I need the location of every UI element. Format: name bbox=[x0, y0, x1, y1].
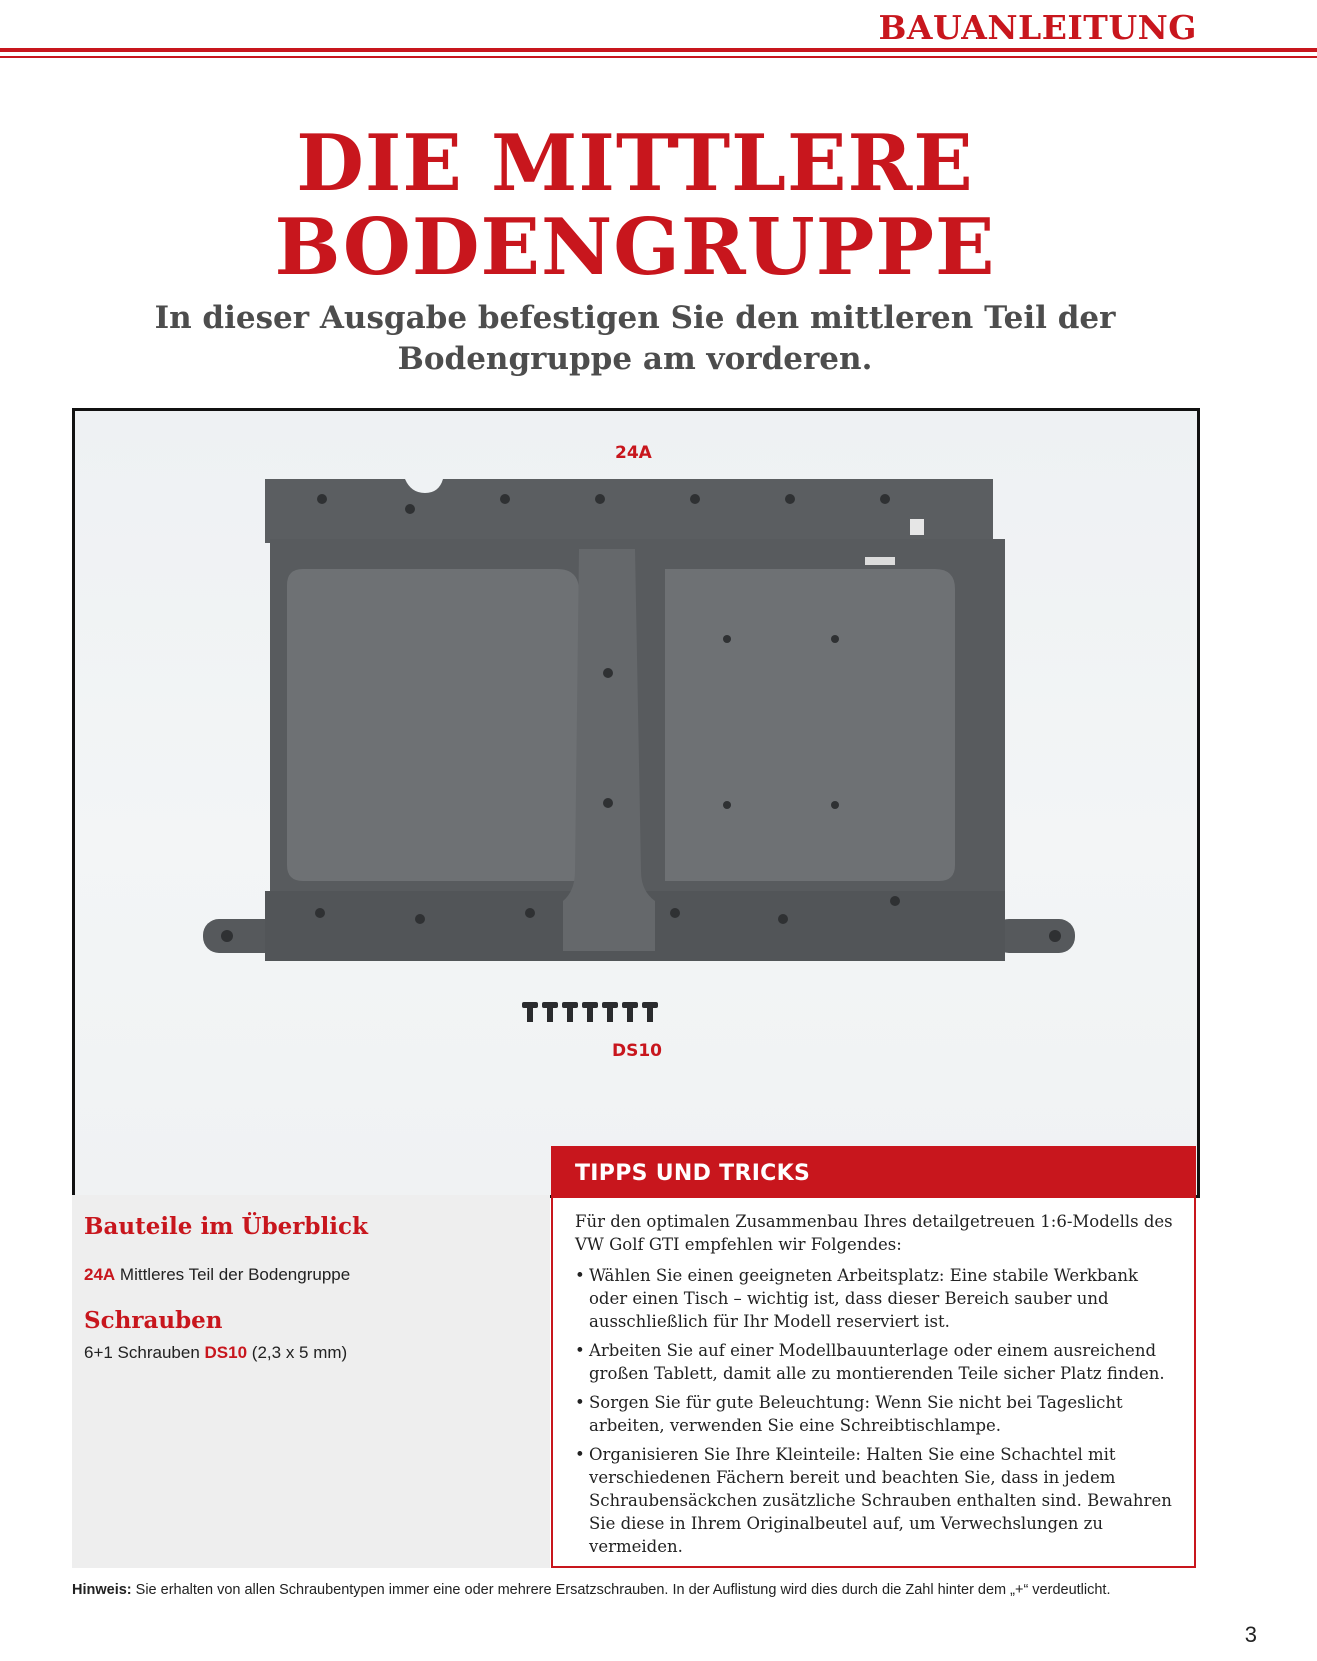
tips-intro: Für den optimalen Zusammenbau Ihres detailgetreuen 1:6-Modells des VW Golf GTI empfehlen wir Folgendes: bbox=[575, 1212, 1173, 1254]
tips-item: • Arbeiten Sie auf einer Modellbauunterlage oder einem ausreichend großen Tablett, damit alle zu montierenden Teile sicher Platz finden. bbox=[575, 1339, 1178, 1385]
screws-line bbox=[84, 1343, 347, 1363]
footer-note-label: Hinweis: bbox=[72, 1582, 132, 1598]
tips-item: • Organisieren Sie Ihre Kleinteile: Halten Sie eine Schachtel mit verschiedenen Fächern bereit und beachten Sie, dass in jedem Schraubensäckchen zusätzliche Schrauben enthalten sind. Bewahren Sie diese in Ihrem Originalbeutel auf, um Verwechslungen zu vermeiden. bbox=[575, 1443, 1178, 1558]
page-title bbox=[0, 118, 1270, 293]
part-label-24a: 24A bbox=[615, 443, 652, 463]
header-rule-thin bbox=[0, 56, 1317, 58]
floor-panel-illustration bbox=[75, 411, 1197, 1195]
screws-prefix: 6+1 Schrauben bbox=[84, 1343, 200, 1362]
page-title-line-1: DIE MITTLERE bbox=[296, 118, 974, 209]
overview-part-line bbox=[84, 1265, 350, 1285]
screws-code: DS10 bbox=[204, 1343, 248, 1362]
subtitle-line-1: In dieser Ausgabe befestigen Sie den mittleren Teil der bbox=[154, 300, 1116, 336]
tips-header: TIPPS UND TRICKS bbox=[553, 1148, 1194, 1198]
footer-note bbox=[72, 1582, 1212, 1598]
screws-illustration bbox=[522, 1002, 658, 1022]
tips-box bbox=[551, 1146, 1196, 1568]
overview-part-name: Mittleres Teil der Bodengruppe bbox=[119, 1265, 351, 1284]
overview-part-code: 24A bbox=[84, 1265, 116, 1284]
screws-size: (2,3 x 5 mm) bbox=[251, 1343, 348, 1362]
page-title-line-2: BODENGRUPPE bbox=[274, 202, 996, 293]
tips-item: • Wählen Sie einen geeigneten Arbeitsplatz: Eine stabile Werkbank oder einen Tisch – wichtig ist, dass dieser Bereich sauber und ausschließlich für Ihr Modell reserviert ist. bbox=[575, 1264, 1178, 1333]
tips-list bbox=[575, 1264, 1178, 1558]
overview-heading: Bauteile im Überblick bbox=[84, 1213, 368, 1240]
page-number: 3 bbox=[1244, 1622, 1257, 1647]
header-rule-thick bbox=[0, 48, 1317, 52]
subtitle-line-2: Bodengruppe am vorderen. bbox=[397, 341, 873, 377]
footer-note-text: Sie erhalten von allen Schraubentypen immer eine oder mehrere Ersatzschrauben. In der Auflistung wird dies durch die Zahl hinter dem „+“ verdeutlicht. bbox=[131, 1582, 1111, 1598]
parts-overview-panel bbox=[72, 1195, 550, 1568]
parts-photo bbox=[72, 408, 1200, 1198]
page-subtitle bbox=[0, 298, 1270, 380]
section-label: BAUANLEITUNG bbox=[878, 8, 1197, 47]
tips-body bbox=[553, 1198, 1194, 1558]
screws-heading: Schrauben bbox=[84, 1307, 223, 1334]
tips-item: • Sorgen Sie für gute Beleuchtung: Wenn Sie nicht bei Tageslicht arbeiten, verwenden Sie eine Schreibtischlampe. bbox=[575, 1391, 1178, 1437]
part-label-ds10: DS10 bbox=[612, 1041, 663, 1061]
